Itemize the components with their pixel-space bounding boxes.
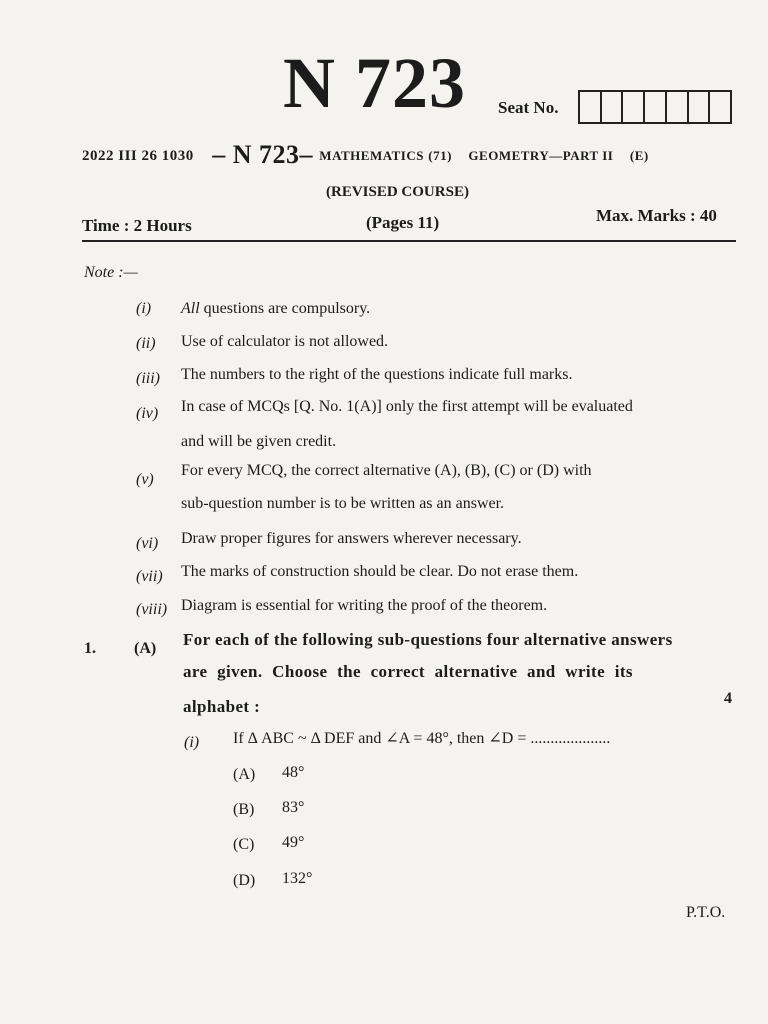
seat-box[interactable] [689,92,711,122]
seat-box[interactable] [645,92,667,122]
course-label: (REVISED COURSE) [326,184,469,200]
note-text-continued: and will be given credit. [181,433,337,450]
seat-box[interactable] [602,92,624,122]
question-text-continued: alphabet : [183,697,261,716]
exam-code-line [82,140,649,170]
note-number: (viii) [136,601,168,618]
page-turn-note: P.T.O. [686,904,726,921]
note-number: (ii) [136,335,156,352]
sub-question-text: If Δ ABC ~ Δ DEF and ∠A = 48°, then ∠D = .................... [233,730,611,747]
option-label: (D) [233,872,256,889]
note-number: (vii) [136,568,163,585]
note-text-continued: sub-question number is to be written as an answer. [181,495,505,512]
note-emphasis: All [181,300,200,317]
note-number: (i) [136,300,152,317]
subject-name: MATHEMATICS [319,148,424,163]
note-text: Diagram is essential for writing the proof of the theorem. [181,597,548,614]
note-text: The numbers to the right of the questions indicate full marks. [181,366,573,383]
header-divider [82,240,736,242]
note-heading: Note :— [84,264,138,281]
seat-box[interactable] [623,92,645,122]
paper-code: N 723 [283,43,466,123]
seat-number-label: Seat No. [498,98,559,117]
time-label: Time : 2 Hours [82,216,192,235]
option-value: 49° [282,834,305,851]
note-number: (vi) [136,535,159,552]
option-label: (B) [233,801,255,818]
note-text: Draw proper figures for answers wherever necessary. [181,530,522,547]
note-text: The marks of construction should be clear. Do not erase them. [181,563,579,580]
question-marks: 4 [724,690,732,707]
option-label: (A) [233,766,256,783]
note-text-rest: questions are compulsory. [199,300,371,317]
option-value: 83° [282,799,305,816]
question-text-continued: are given. Choose the correct alternative and write its [183,662,633,681]
seat-box[interactable] [710,92,730,122]
note-number: (v) [136,471,154,488]
option-value: 48° [282,764,305,781]
subject-code: (71) [428,148,452,163]
sub-question-number: (i) [184,734,200,751]
seat-number-boxes[interactable] [578,90,732,124]
paper-medium: (E) [629,148,649,163]
note-text: In case of MCQs [Q. No. 1(A)] only the first attempt will be evaluated [181,398,633,415]
question-text: For each of the following sub-questions four alternative answers [183,630,673,649]
question-number: 1. [84,640,96,657]
max-marks-label: Max. Marks : 40 [596,206,717,225]
option-value: 132° [282,870,313,887]
question-part: (A) [134,640,157,657]
note-text [181,300,370,318]
exam-code-mid: – N 723– [212,140,314,169]
note-number: (iii) [136,370,160,387]
seat-box[interactable] [667,92,689,122]
seat-box[interactable] [580,92,602,122]
note-text: For every MCQ, the correct alternative (A), (B), (C) or (D) with [181,462,592,479]
pages-label: (Pages 11) [366,213,440,232]
option-label: (C) [233,836,255,853]
exam-code-prefix: 2022 III 26 1030 [82,148,194,164]
note-number: (iv) [136,405,159,422]
note-text: Use of calculator is not allowed. [181,333,389,350]
paper-part: GEOMETRY—PART II [468,148,614,163]
